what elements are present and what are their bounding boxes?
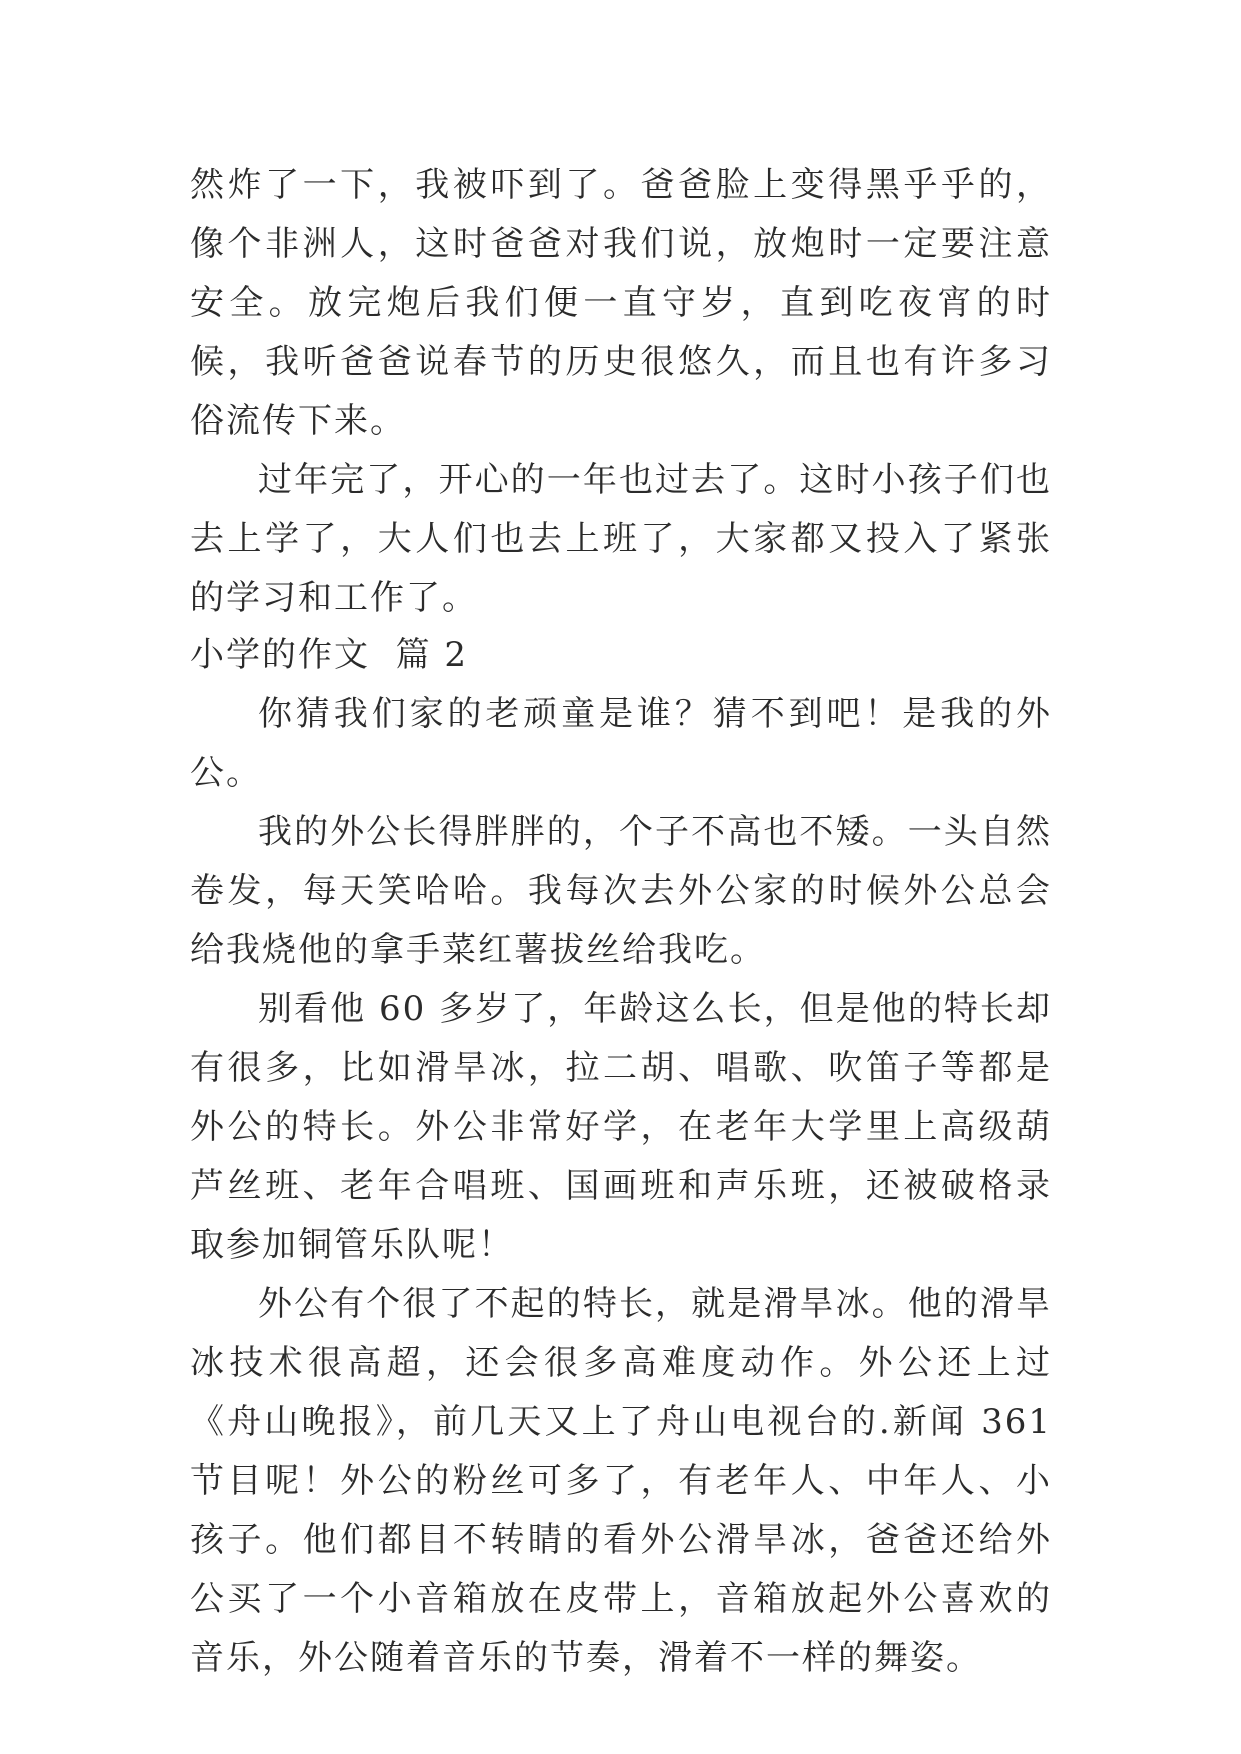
essay-2-heading: 小学的作文 篇 2	[190, 635, 469, 675]
essay-2-paragraph-4: 外公有个很了不起的特长，就是滑旱冰。他的滑旱冰技术很高超，还会很多高难度动作。外公还上过《舟山晚报》，前几天又上了舟山电视台的.新闻 361 节目呢！外公的粉丝可多了，有老年人、中年人、小孩子。他们都目不转睛的看外公滑旱冰，爸爸还给外公买了一个小音箱放在皮带上，音箱放起外公喜欢的音乐，外公随着音乐的节奏，滑着不一样的舞姿。	[190, 1284, 1052, 1678]
essay-1-paragraph-closing: 过年完了，开心的一年也过去了。这时小孩子们也去上学了，大人们也去上班了，大家都又投入了紧张的学习和工作了。	[190, 460, 1052, 618]
essay-1-paragraph-continued: 然炸了一下，我被吓到了。爸爸脸上变得黑乎乎的，像个非洲人，这时爸爸对我们说，放炮时一定要注意安全。放完炮后我们便一直守岁，直到吃夜宵的时候，我听爸爸说春节的历史很悠久，而且也有许多习俗流传下来。	[190, 165, 1052, 441]
essay-2-paragraph-3: 别看他 60 多岁了，年龄这么长，但是他的特长却有很多，比如滑旱冰，拉二胡、唱歌、吹笛子等都是外公的特长。外公非常好学，在老年大学里上高级葫芦丝班、老年合唱班、国画班和声乐班，还被破格录取参加铜管乐队呢！	[190, 989, 1052, 1265]
essay-2-paragraph-1: 你猜我们家的老顽童是谁？猜不到吧！是我的外公。	[190, 694, 1052, 793]
essay-1-section	[190, 156, 1052, 628]
essay-2-section	[190, 626, 1052, 1688]
essay-2-paragraph-2: 我的外公长得胖胖的，个子不高也不矮。一头自然卷发，每天笑哈哈。我每次去外公家的时候外公总会给我烧他的拿手菜红薯拔丝给我吃。	[190, 812, 1052, 970]
